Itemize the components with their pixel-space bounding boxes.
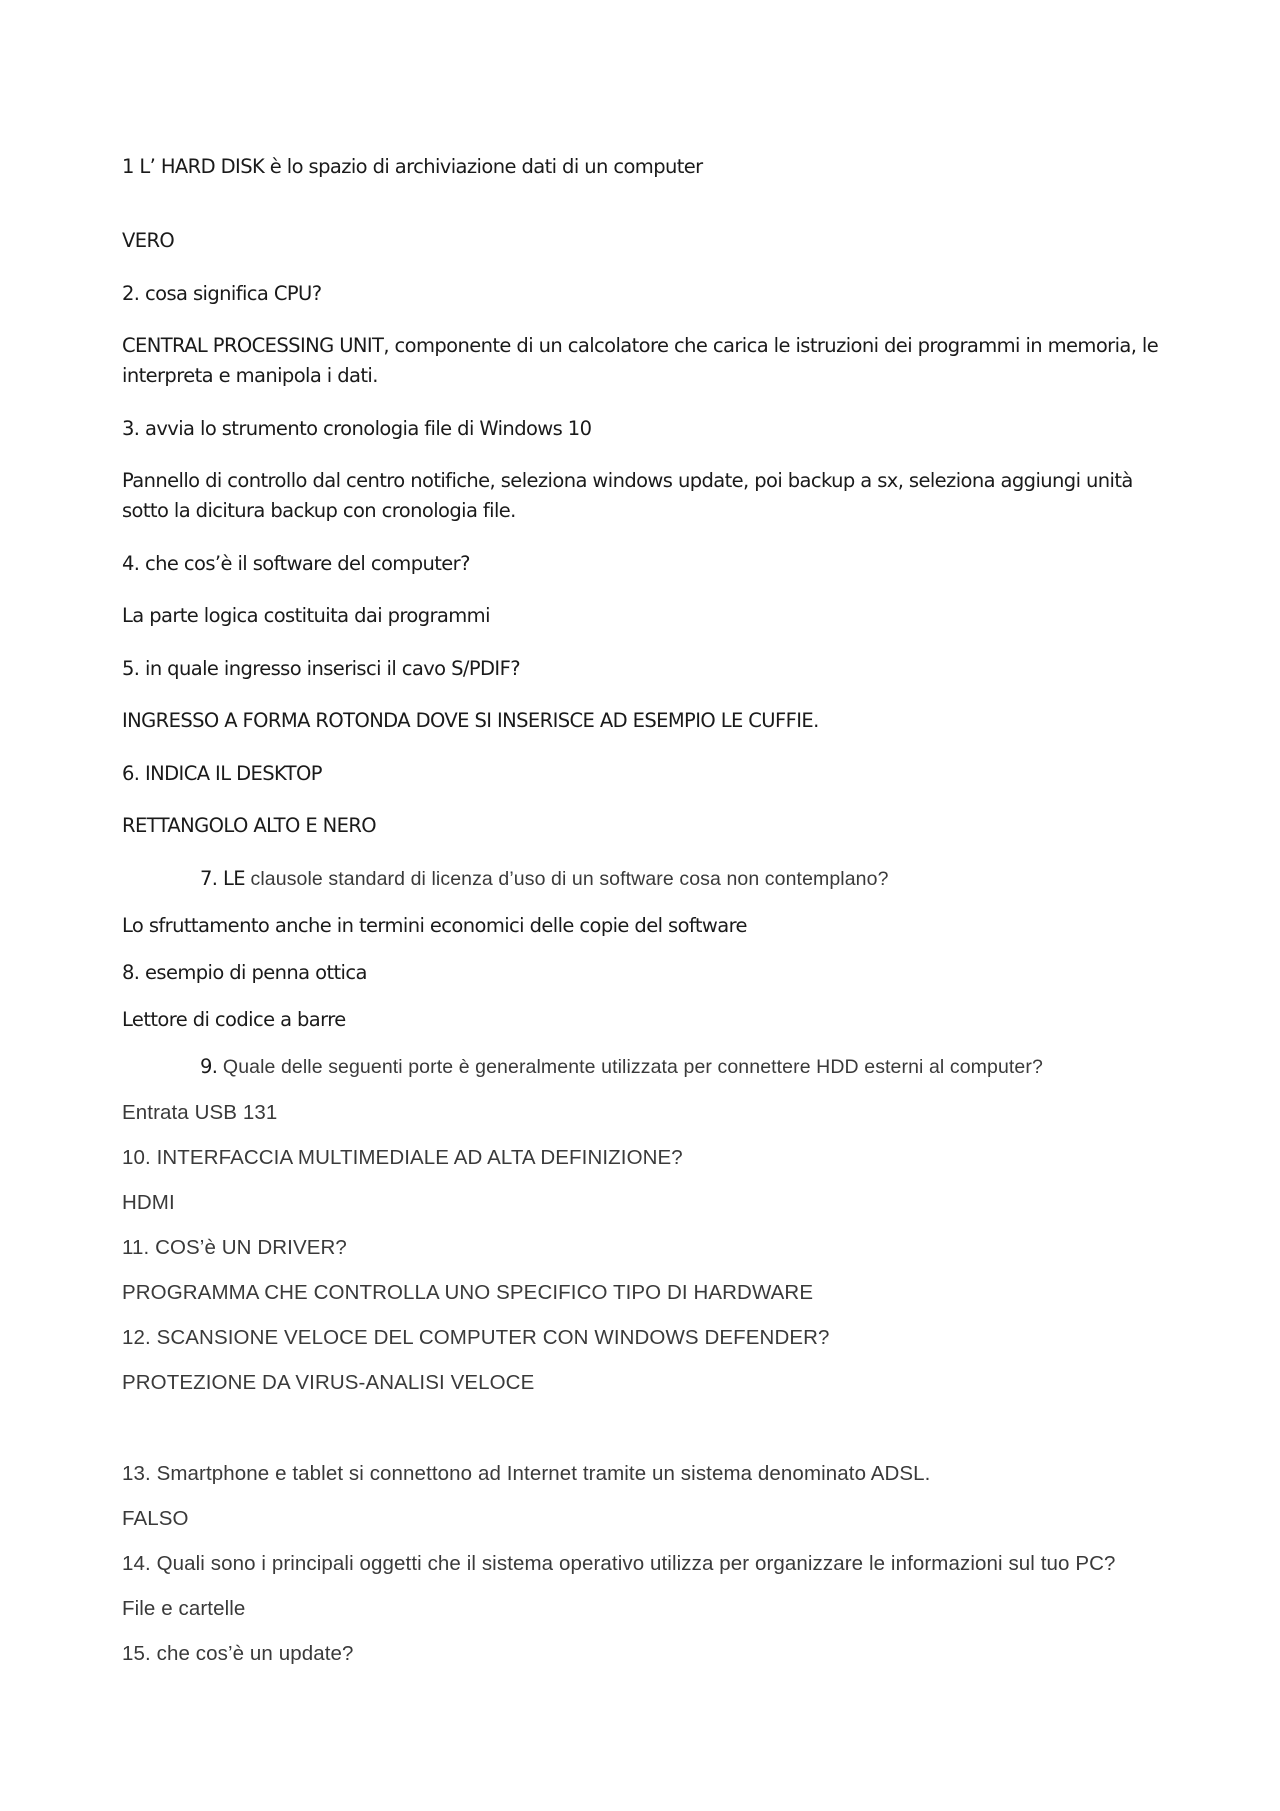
question-9 — [200, 1052, 1043, 1082]
answer-6: RETTANGOLO ALTO E NERO — [122, 814, 377, 837]
answer-2: CENTRAL PROCESSING UNIT, componente di un calcolatore che carica le istruzioni dei programmi in memoria, le interpreta e manipola i dati. — [122, 334, 1159, 387]
answer-13: FALSO — [122, 1507, 189, 1530]
question-10: 10. INTERFACCIA MULTIMEDIALE AD ALTA DEFINIZIONE? — [122, 1146, 683, 1169]
question-9-text: Quale delle seguenti porte è generalmente utilizzata per connettere HDD esterni al computer? — [217, 1056, 1043, 1078]
answer-3: Pannello di controllo dal centro notifiche, seleziona windows update, poi backup a sx, seleziona aggiungi unità sotto la dicitura backup con cronologia file. — [122, 469, 1133, 522]
question-11: 11. COS’è UN DRIVER? — [122, 1236, 347, 1259]
question-7-text: clausole standard di licenza d’uso di un software cosa non contemplano? — [245, 868, 889, 890]
question-4: 4. che cos’è il software del computer? — [122, 552, 470, 575]
question-9-prefix: 9. — [200, 1055, 218, 1078]
question-13: 13. Smartphone e tablet si connettono ad Internet tramite un sistema denominato ADSL. — [122, 1462, 931, 1485]
question-12: 12. SCANSIONE VELOCE DEL COMPUTER CON WINDOWS DEFENDER? — [122, 1326, 830, 1349]
answer-11: PROGRAMMA CHE CONTROLLA UNO SPECIFICO TIPO DI HARDWARE — [122, 1281, 814, 1304]
answer-4: La parte logica costituita dai programmi — [122, 604, 490, 627]
question-7 — [200, 864, 889, 894]
answer-14: File e cartelle — [122, 1597, 246, 1620]
answer-8: Lettore di codice a barre — [122, 1008, 346, 1031]
question-5: 5. in quale ingresso inserisci il cavo S/PDIF? — [122, 657, 520, 680]
question-2: 2. cosa significa CPU? — [122, 282, 322, 305]
answer-5: INGRESSO A FORMA ROTONDA DOVE SI INSERISCE AD ESEMPIO LE CUFFIE. — [122, 709, 819, 732]
answer-10: HDMI — [122, 1191, 175, 1214]
answer-9: Entrata USB 131 — [122, 1101, 278, 1124]
answer-1: VERO — [122, 229, 175, 252]
question-7-prefix: 7. LE — [200, 867, 245, 890]
question-14: 14. Quali sono i principali oggetti che il sistema operativo utilizza per organizzare le informazioni sul tuo PC? — [122, 1552, 1116, 1575]
question-15: 15. che cos’è un update? — [122, 1642, 354, 1665]
answer-12: PROTEZIONE DA VIRUS-ANALISI VELOCE — [122, 1371, 535, 1394]
answer-7: Lo sfruttamento anche in termini economici delle copie del software — [122, 914, 747, 937]
question-1: 1 L’ HARD DISK è lo spazio di archiviazione dati di un computer — [122, 155, 703, 178]
question-6: 6. INDICA IL DESKTOP — [122, 762, 322, 785]
question-8: 8. esempio di penna ottica — [122, 961, 367, 984]
question-3: 3. avvia lo strumento cronologia file di Windows 10 — [122, 417, 592, 440]
